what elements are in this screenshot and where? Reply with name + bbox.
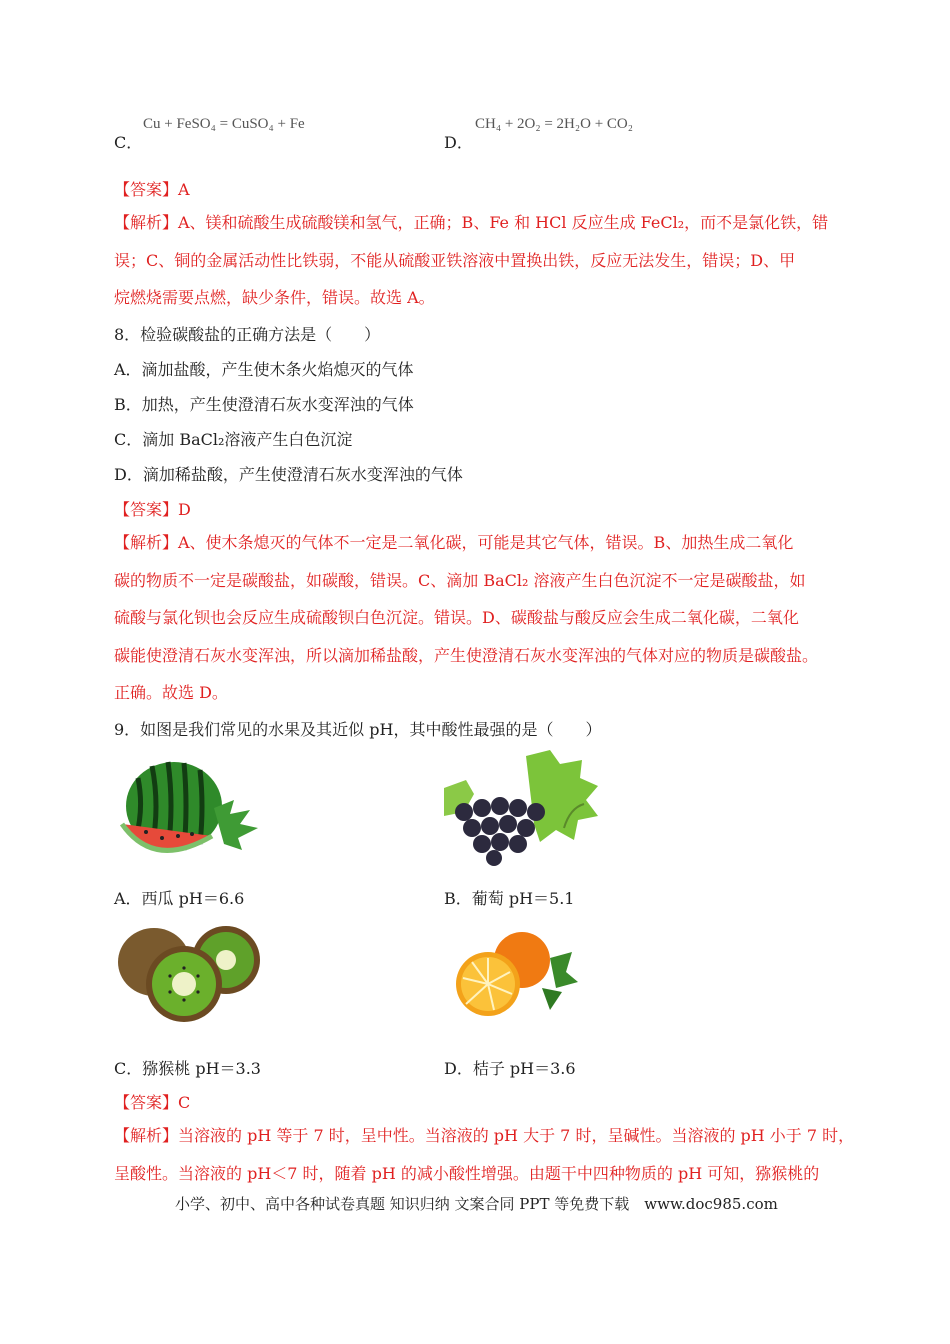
- option-c-equation: Cu + FeSO₄ = CuSO₄ + Fe: [143, 116, 305, 132]
- explanation-line: 误；C、铜的金属活动性比铁弱，不能从硫酸亚铁溶液中置换出铁，反应无法发生，错误；D、甲: [114, 250, 796, 270]
- q8-answer: 【答案】D: [114, 500, 191, 519]
- q9-option-d: D．桔子 pH＝3.6: [444, 1059, 576, 1078]
- explanation-line: 硫酸与氯化钡也会反应生成硫酸钡白色沉淀。错误。D、碳酸盐与酸反应会生成二氧化碳，二氧化: [114, 608, 799, 627]
- q8-stem: 8．检验碳酸盐的正确方法是（ ）: [114, 325, 381, 344]
- explanation-line: 烷燃烧需要点燃，缺少条件，错误。故选 A。: [114, 288, 435, 307]
- explanation-line: 【解析】A、镁和硫酸生成硫酸镁和氢气，正确；B、Fe 和 HCl 反应生成 FeCl₂，而不是氯化铁，错: [114, 213, 829, 232]
- q9-option-b: B．葡萄 pH＝5.1: [444, 889, 575, 908]
- q8-explanation: [114, 524, 839, 712]
- watermelon-image: [114, 758, 269, 866]
- option-d-label: D．: [444, 133, 473, 152]
- grapes-image: [444, 748, 610, 866]
- explanation-line: 正确。故选 D。: [114, 683, 228, 702]
- orange-image: [454, 928, 580, 1024]
- q7-answer: 【答案】A: [114, 180, 190, 199]
- explanation-line: 【解析】A、使木条熄灭的气体不一定是二氧化碳，可能是其它气体，错误。B、加热生成二氧化: [114, 533, 794, 552]
- option-d-equation: CH₄ + 2O₂ = 2H₂O + CO₂: [475, 116, 633, 132]
- q8-option-b: B．加热，产生使澄清石灰水变浑浊的气体: [114, 395, 414, 414]
- option-c-label: C．: [114, 133, 143, 152]
- explanation-line: 碳能使澄清石灰水变浑浊，所以滴加稀盐酸，产生使澄清石灰水变浑浊的气体对应的物质是碳酸盐。: [114, 645, 819, 665]
- page-footer: 小学、初中、高中各种试卷真题 知识归纳 文案合同 PPT 等免费下载 www.doc985.com: [175, 1195, 778, 1213]
- kiwi-image: [114, 920, 264, 1026]
- explanation-line: 【解析】当溶液的 pH 等于 7 时，呈中性。当溶液的 pH 大于 7 时，呈碱性。当溶液的 pH 小于 7 时，: [114, 1126, 855, 1145]
- q9-option-c: C．猕猴桃 pH＝3.3: [114, 1059, 261, 1078]
- q8-option-a: A．滴加盐酸，产生使木条火焰熄灭的气体: [114, 360, 414, 379]
- q8-option-d: D．滴加稀盐酸，产生使澄清石灰水变浑浊的气体: [114, 465, 463, 484]
- q9-explanation: [114, 1117, 855, 1192]
- q9-answer: 【答案】C: [114, 1093, 191, 1112]
- q8-option-c: C．滴加 BaCl₂溶液产生白色沉淀: [114, 430, 353, 449]
- explanation-line: 碳的物质不一定是碳酸盐，如碳酸，错误。C、滴加 BaCl₂ 溶液产生白色沉淀不一定是碳酸盐，如: [114, 570, 806, 590]
- q9-option-a: A．西瓜 pH＝6.6: [114, 889, 245, 908]
- q7-explanation: [114, 204, 839, 317]
- explanation-line: 呈酸性。当溶液的 pH＜7 时，随着 pH 的减小酸性增强。由题干中四种物质的 pH 可知，猕猴桃的: [114, 1163, 820, 1183]
- q9-stem: 9．如图是我们常见的水果及其近似 pH，其中酸性最强的是（ ）: [114, 720, 602, 739]
